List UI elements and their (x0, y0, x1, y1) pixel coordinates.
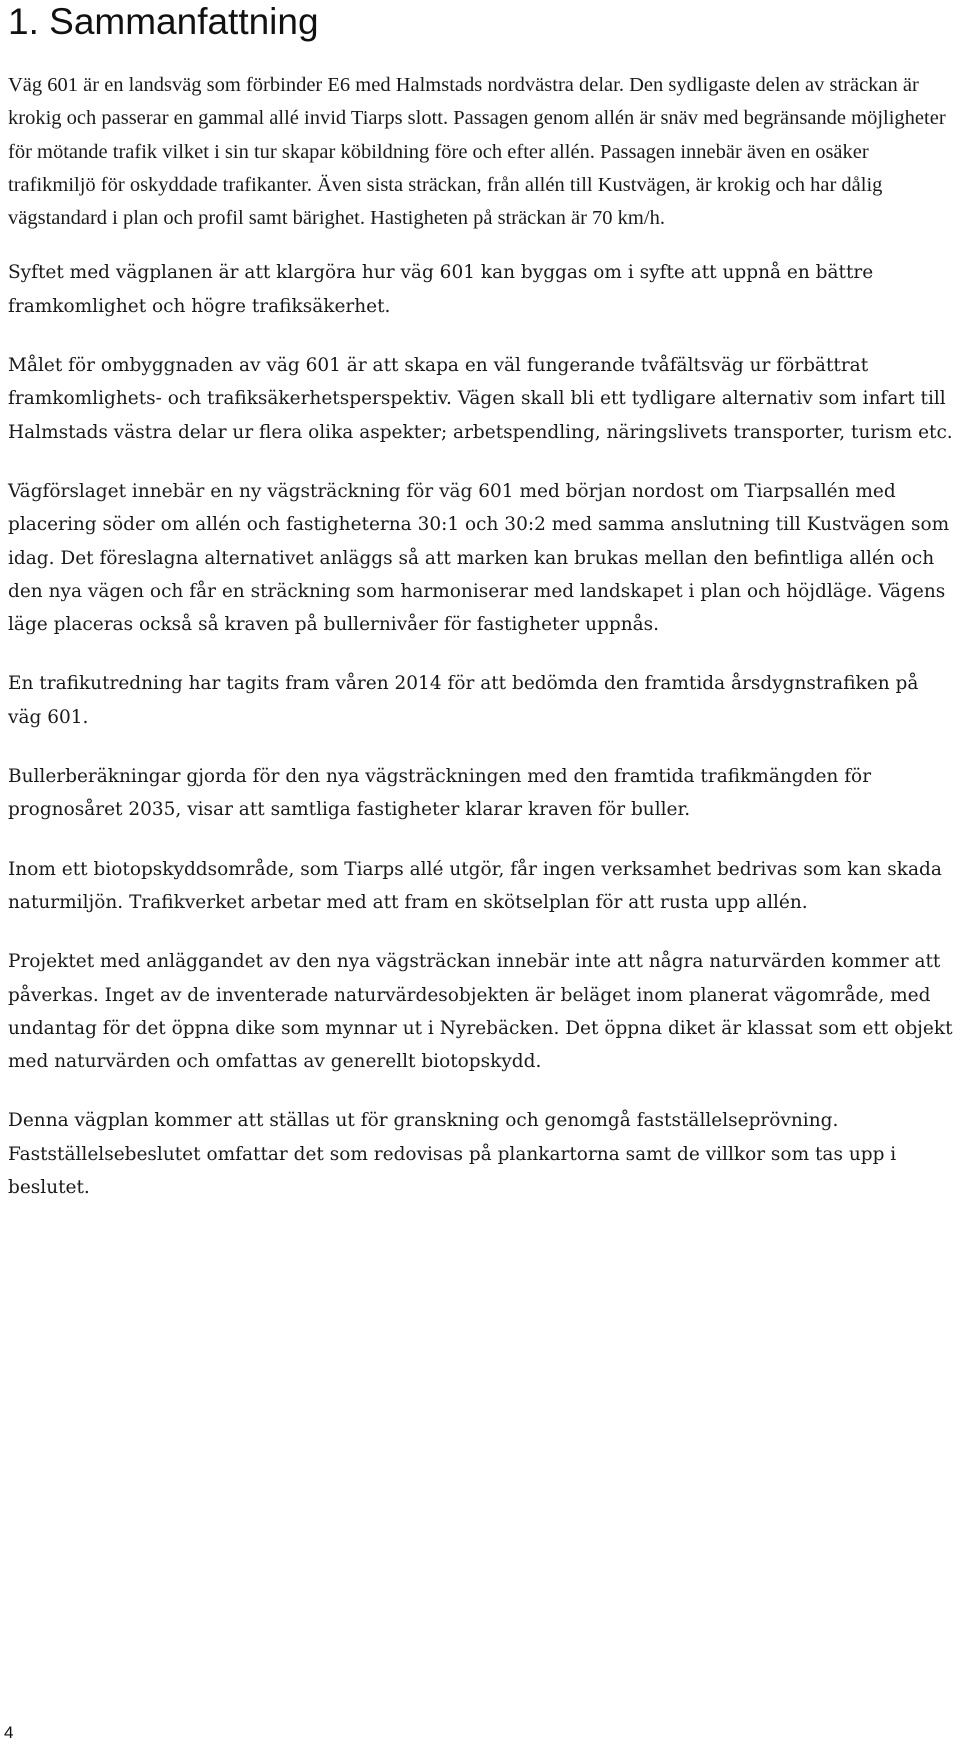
paragraph-road-description: Väg 601 är en landsväg som förbinder E6 med Halmstads nordvästra delar. Den sydligaste delen av sträckan är krokig och passerar en gammal allé invid Tiarps slott. Passagen genom allén är snäv med begränsande möjligheter för mötande trafik vilket i sin tur skapar köbildning före och efter allén. Passagen innebär även en osäker trafikmiljö för oskyddade trafikanter. Även sista sträckan, från allén till Kustvägen, är krokig och har dålig vägstandard i plan och profil samt bärighet. Hastigheten på sträckan är 70 km/h. (8, 74, 946, 230)
paragraph-traffic-study: En trafikutredning har tagits fram våren 2014 för att bedömda den framtida årsdygnstrafiken på väg 601. (8, 673, 919, 728)
paragraph-natural-values: Projektet med anläggandet av den nya vägsträckan innebär inte att några naturvärden kommer att påverkas. Inget av de inventerade naturvärdesobjekten är beläget inom planerat vägområde, med undantag för det öppna dike som mynnar ut i Nyrebäcken. Det öppna diket är klassat som ett objekt med naturvärden och omfattas av generellt biotopskydd. (8, 951, 953, 1073)
section-heading: 1. Sammanfattning (8, 1, 319, 42)
summary-body (8, 69, 956, 1230)
paragraph-road-proposal: Vägförslaget innebär en ny vägsträckning för väg 601 med början nordost om Tiarpsallén med placering söder om allén och fastigheterna 30:1 och 30:2 med samma anslutning till Kustvägen som idag. Det föreslagna alternativet anläggs så att marken kan brukas mellan den befintliga allén och den nya vägen och får en sträckning som harmoniserar med landskapet i plan och höjdläge. Vägens läge placeras också så kraven på bullernivåer för fastigheter uppnås. (8, 480, 950, 636)
paragraph-review-process: Denna vägplan kommer att ställas ut för granskning och genomgå fastställelseprövning. Fastställelsebeslutet omfattar det som redovisas på plankartorna samt de villkor som tas upp i beslutet. (8, 1110, 897, 1199)
paragraph-purpose: Syftet med vägplanen är att klargöra hur väg 601 kan byggas om i syfte att uppnå en bättre framkomlighet och högre trafiksäkerhet. (8, 262, 874, 317)
paragraph-biotope-protection: Inom ett biotopskyddsområde, som Tiarps allé utgör, får ingen verksamhet bedrivas som kan skada naturmiljön. Trafikverket arbetar med att fram en skötselplan för att rusta upp allén. (8, 858, 942, 913)
paragraph-goal: Målet för ombyggnaden av väg 601 är att skapa en väl fungerande tvåfältsväg ur förbättrat framkomlighets- och trafiksäkerhetsperspektiv. Vägen skall bli ett tydligare alternativ som infart till Halmstads västra delar ur flera olika aspekter; arbetspendling, näringslivets transporter, turism etc. (8, 355, 953, 443)
paragraph-noise-calculation: Bullerberäkningar gjorda för den nya vägsträckningen med den framtida trafikmängden för prognosåret 2035, visar att samtliga fastigheter klarar kraven för buller. (8, 766, 872, 821)
page-number: 4 (4, 1723, 14, 1742)
